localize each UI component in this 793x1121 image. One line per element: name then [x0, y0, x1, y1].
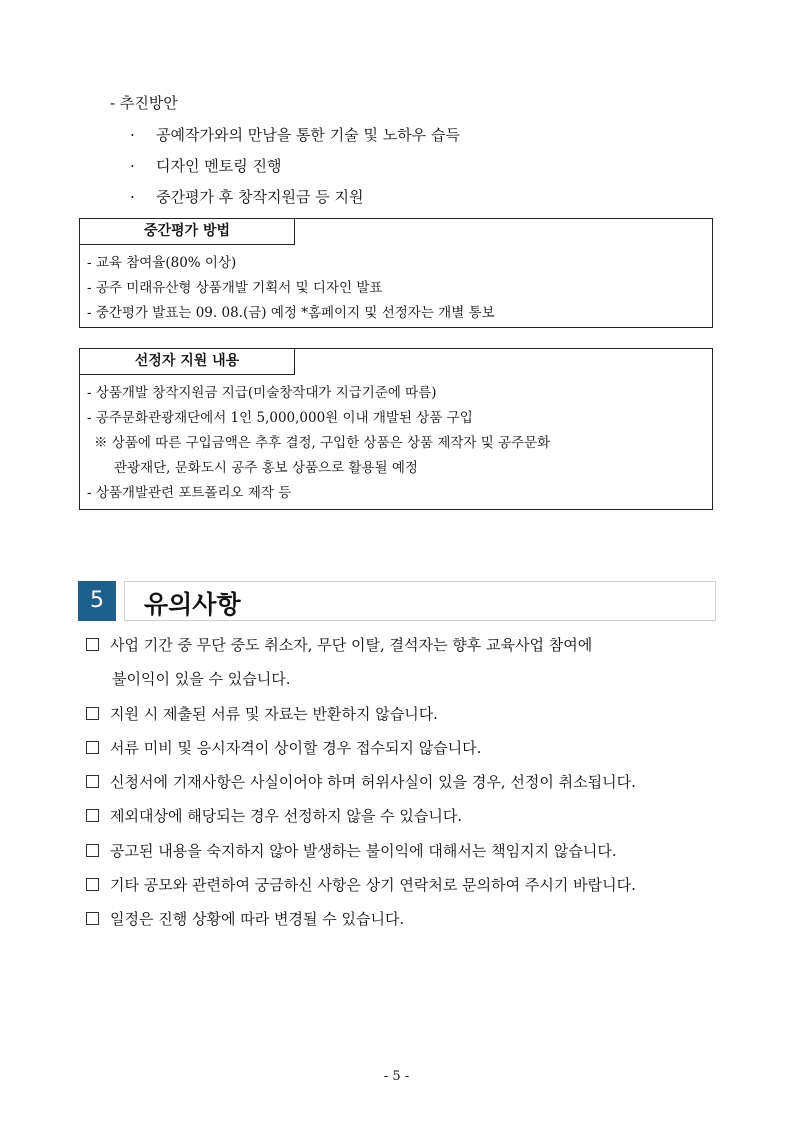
- midterm-box-line: - 중간평가 발표는 09. 08.(금) 예정 *홈페이지 및 선정자는 개별 통보: [87, 305, 495, 321]
- plan-bullet-text: 중간평가 후 창작지원금 등 지원: [156, 188, 364, 206]
- note-item: [86, 805, 462, 826]
- note-item: [86, 703, 438, 724]
- midterm-evaluation-box: [79, 218, 713, 328]
- midterm-box-line: - 공주 미래유산형 상품개발 기획서 및 디자인 발표: [87, 280, 383, 296]
- support-box-line: - 공주문화관광재단에서 1인 5,000,000원 이내 개발된 상품 구입: [87, 410, 473, 426]
- note-text: 기타 공모와 관련하여 궁금하신 사항은 상기 연락처로 문의하여 주시기 바랍니다.: [110, 876, 636, 894]
- plan-heading: - 추진방안: [110, 94, 178, 112]
- note-continuation: 불이익이 있을 수 있습니다.: [112, 670, 291, 688]
- plan-bullet: [130, 124, 460, 145]
- note-item: [86, 840, 617, 861]
- checkbox-icon: [86, 912, 99, 925]
- bullet-mark: ·: [130, 126, 135, 144]
- checkbox-icon: [86, 741, 99, 754]
- note-text: 서류 미비 및 응시자격이 상이할 경우 접수되지 않습니다.: [110, 739, 482, 757]
- plan-bullet-text: 디자인 멘토링 진행: [156, 157, 282, 175]
- note-text: 공고된 내용을 숙지하지 않아 발생하는 불이익에 대해서는 책임지지 않습니다.: [110, 842, 617, 860]
- checkbox-icon: [86, 844, 99, 857]
- checkbox-icon: [86, 809, 99, 822]
- note-text: 신청서에 기재사항은 사실이어야 하며 허위사실이 있을 경우, 선정이 취소됩니다.: [110, 773, 636, 791]
- note-text: 지원 시 제출된 서류 및 자료는 반환하지 않습니다.: [110, 705, 438, 723]
- bullet-mark: ·: [130, 157, 135, 175]
- section-header-bar: [124, 581, 716, 621]
- support-box-title: 선정자 지원 내용: [80, 349, 295, 375]
- support-box-line: - 상품개발관련 포트폴리오 제작 등: [87, 485, 292, 501]
- note-item: [86, 771, 636, 792]
- checkbox-icon: [86, 775, 99, 788]
- note-text: 제외대상에 해당되는 경우 선정하지 않을 수 있습니다.: [110, 807, 463, 825]
- bullet-mark: ·: [130, 188, 135, 206]
- checkbox-icon: [86, 707, 99, 720]
- page-number: - 5 -: [383, 1069, 410, 1084]
- checkbox-icon: [86, 638, 99, 651]
- note-item: [86, 874, 636, 895]
- note-item: [86, 908, 404, 929]
- section-number: 5: [78, 581, 116, 621]
- note-item: [86, 634, 592, 655]
- checkbox-icon: [86, 878, 99, 891]
- support-box-note-cont: 관광재단, 문화도시 공주 홍보 상품으로 활용될 예정: [114, 460, 418, 476]
- plan-bullet: [130, 155, 281, 176]
- plan-bullet: [130, 186, 363, 207]
- support-box-note: ※ 상품에 따른 구입금액은 추후 결정, 구입한 상품은 상품 제작자 및 공주문화: [94, 435, 551, 451]
- plan-bullet-text: 공예작가와의 만남을 통한 기술 및 노하우 습득: [156, 126, 460, 144]
- support-content-box: [79, 348, 713, 510]
- note-text: 사업 기간 중 무단 중도 취소자, 무단 이탈, 결석자는 향후 교육사업 참여에: [110, 636, 593, 654]
- section-title: 유의사항: [144, 590, 241, 619]
- note-text: 일정은 진행 상황에 따라 변경될 수 있습니다.: [110, 910, 405, 928]
- midterm-box-line: - 교육 참여율(80% 이상): [87, 255, 237, 271]
- note-item: [86, 737, 481, 758]
- midterm-box-title: 중간평가 방법: [80, 219, 295, 245]
- support-box-line: - 상품개발 창작지원금 지급(미술창작대가 지급기준에 따름): [87, 385, 437, 401]
